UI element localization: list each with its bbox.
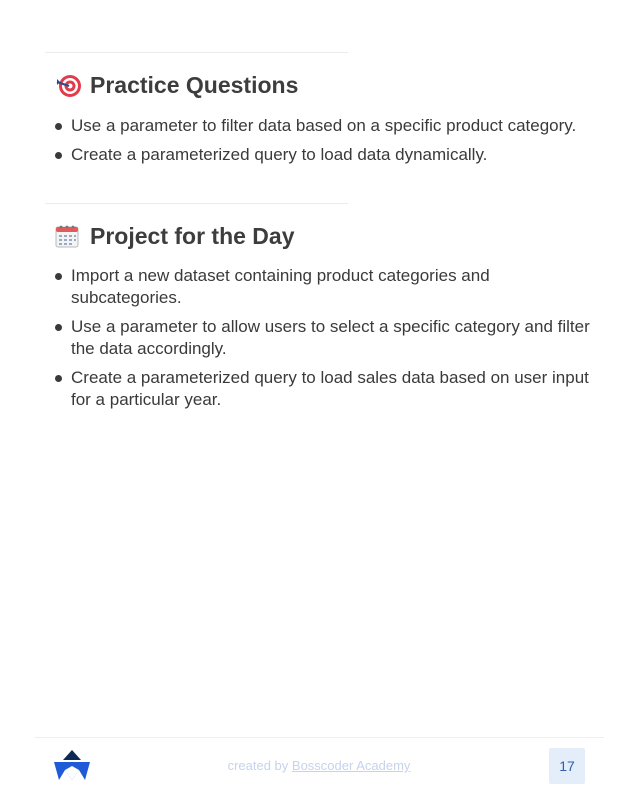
- list-item: [52, 144, 592, 166]
- list-item-text: Use a parameter to allow users to select a specific category and filter the data accordingly.: [71, 317, 590, 358]
- brand-link[interactable]: Bosscoder Academy: [291, 758, 411, 773]
- bullet-dot: [55, 152, 62, 159]
- list-item: [52, 316, 592, 360]
- section-title-text: Practice Questions: [90, 72, 299, 98]
- section-title-text: Project for the Day: [90, 223, 295, 249]
- bullet-dot: [55, 123, 62, 130]
- page-number-badge: 17: [549, 748, 585, 784]
- footer-credit: [0, 758, 638, 773]
- list-item: [52, 115, 592, 137]
- project-for-the-day-heading: [55, 223, 295, 250]
- list-item-text: Import a new dataset containing product categories and subcategories.: [71, 266, 490, 307]
- section-divider: [45, 203, 348, 204]
- bullet-dot: [55, 375, 62, 382]
- list-item: [52, 367, 592, 411]
- practice-questions-list: [52, 115, 592, 173]
- bullet-dot: [55, 273, 62, 280]
- practice-questions-heading: [55, 72, 298, 99]
- project-for-the-day-list: [52, 265, 592, 418]
- calendar-icon: [55, 224, 81, 250]
- list-item-text: Create a parameterized query to load data dynamically.: [71, 145, 488, 164]
- list-item-text: Create a parameterized query to load sales data based on user input for a particular year.: [71, 368, 589, 409]
- top-divider: [45, 52, 348, 53]
- list-item: [52, 265, 592, 309]
- target-icon: [55, 73, 81, 99]
- credit-prefix: created by: [227, 758, 289, 773]
- bullet-dot: [55, 324, 62, 331]
- list-item-text: Use a parameter to filter data based on a specific product category.: [71, 116, 577, 135]
- footer-divider: [34, 737, 604, 738]
